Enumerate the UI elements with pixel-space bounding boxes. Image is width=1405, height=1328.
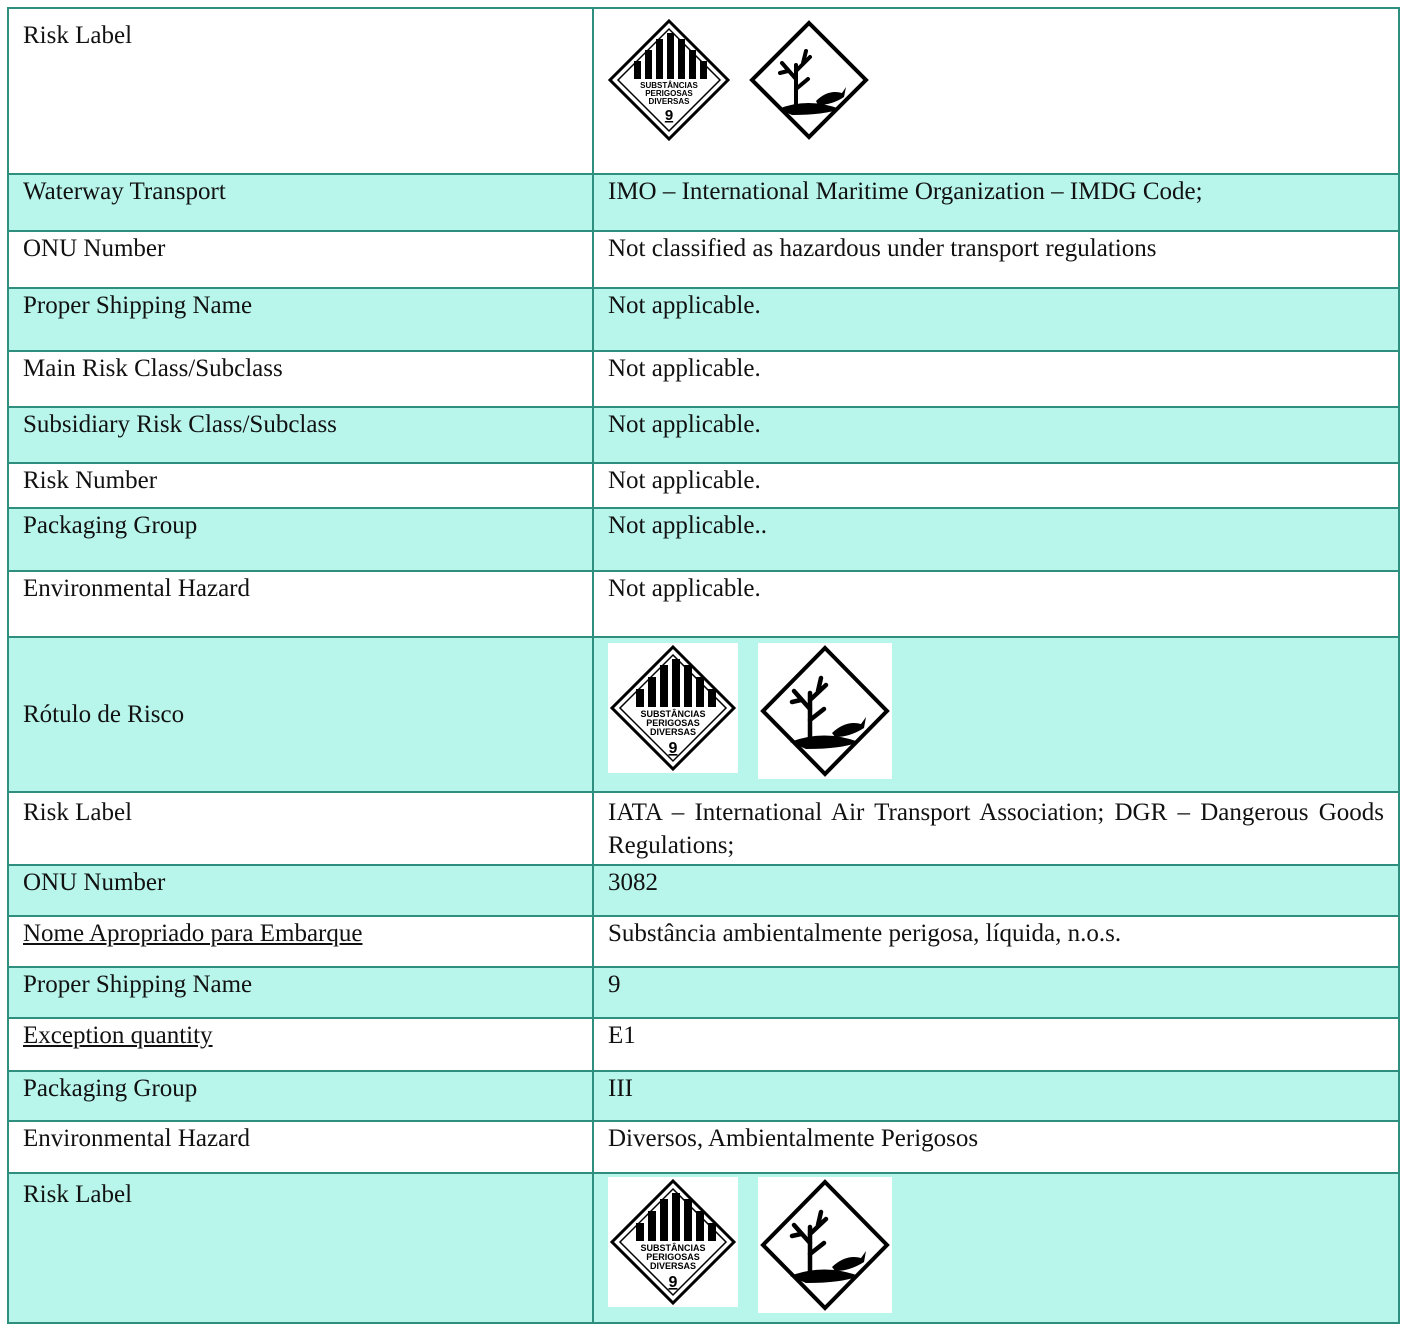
row-label: Environmental Hazard [8,571,593,637]
class-9-hazard-icon [608,19,730,141]
table-row [8,351,1399,407]
table-row [8,916,1399,967]
table-row [8,463,1399,508]
environment-hazard-icon [758,643,892,779]
table-row [8,1121,1399,1173]
table-row [8,288,1399,351]
class-9-hazard-icon [608,1177,738,1307]
row-label: Risk Number [8,463,593,508]
row-value: Not applicable.. [593,508,1399,571]
table-row [8,1071,1399,1121]
row-label: Environmental Hazard [8,1121,593,1173]
environment-hazard-icon [748,19,870,141]
table-row [8,637,1399,792]
row-value: Diversos, Ambientalmente Perigosos [593,1121,1399,1173]
row-value: Substância ambientalmente perigosa, líquida, n.o.s. [593,916,1399,967]
row-value: Not applicable. [593,288,1399,351]
diamond-line-1: SUBSTÂNCIAS [640,81,698,90]
row-label: Nome Apropriado para Embarque [23,920,363,947]
row-label: Packaging Group [8,508,593,571]
diamond-line-3: DIVERSAS [648,97,690,106]
table-row [8,792,1399,865]
diamond-line-1: SUBSTÂNCIAS [640,1243,706,1253]
diamond-line-2: PERIGOSAS [645,89,693,98]
pictogram-cell [593,1173,1399,1323]
row-value: Not applicable. [593,463,1399,508]
row-value: Not applicable. [593,351,1399,407]
row-value: Not applicable. [593,571,1399,637]
row-label: Proper Shipping Name [8,967,593,1018]
diamond-line-2: PERIGOSAS [646,718,700,728]
table-row [8,407,1399,463]
row-value: IMO – International Maritime Organization – IMDG Code; [593,174,1399,231]
row-label: Risk Label [8,8,593,174]
diamond-line-3: DIVERSAS [649,1261,697,1271]
row-label: Subsidiary Risk Class/Subclass [8,407,593,463]
table-row [8,1173,1399,1323]
table-row [8,8,1399,174]
table-row [8,967,1399,1018]
row-value: E1 [593,1018,1399,1071]
diamond-class-number: 9 [668,1274,678,1291]
row-label: Proper Shipping Name [8,288,593,351]
row-label: Packaging Group [8,1071,593,1121]
environment-hazard-icon [758,1177,892,1313]
diamond-line-2: PERIGOSAS [646,1252,700,1262]
row-label: Exception quantity [23,1022,213,1049]
row-label: Rótulo de Risco [8,637,593,792]
pictogram-cell [593,637,1399,792]
diamond-line-1: SUBSTÂNCIAS [640,709,706,719]
row-value: Not classified as hazardous under transport regulations [593,231,1399,288]
row-value: IATA – International Air Transport Association; DGR – Dangerous Goods Regulations; [593,792,1399,865]
row-value: Not applicable. [593,407,1399,463]
diamond-class-number: 9 [664,107,674,124]
pictogram-cell [593,8,1399,174]
table-row [8,231,1399,288]
row-label: ONU Number [8,865,593,916]
row-label: Risk Label [8,792,593,865]
transport-info-table [7,7,1398,1328]
diamond-class-number: 9 [668,740,678,757]
table-row [8,508,1399,571]
row-label: Waterway Transport [8,174,593,231]
class-9-hazard-icon [608,643,738,773]
row-value: 3082 [593,865,1399,916]
table-row [8,1018,1399,1071]
table-row [8,865,1399,916]
table-row [8,174,1399,231]
row-label: Main Risk Class/Subclass [8,351,593,407]
row-value: III [593,1071,1399,1121]
table-row [8,571,1399,637]
row-label: ONU Number [8,231,593,288]
row-label: Risk Label [8,1173,593,1323]
row-value: 9 [593,967,1399,1018]
diamond-line-3: DIVERSAS [649,727,697,737]
